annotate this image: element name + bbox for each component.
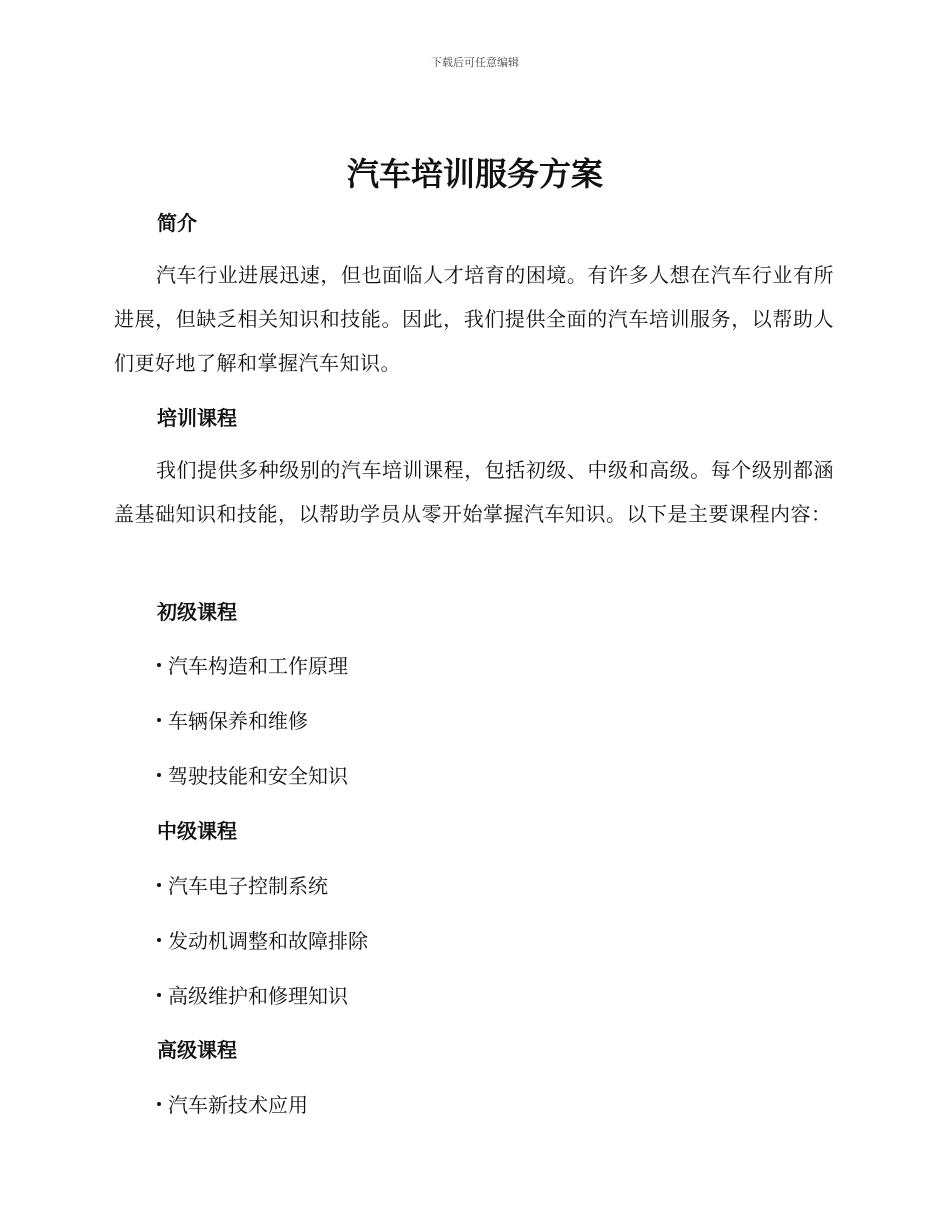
beginner-heading: 初级课程	[157, 600, 237, 624]
list-item-text: 汽车新技术应用	[168, 1093, 308, 1117]
bullet-dot-icon	[157, 938, 161, 942]
list-item-text: 发动机调整和故障排除	[168, 929, 368, 953]
courses-heading: 培训课程	[157, 406, 237, 430]
bullet-dot-icon	[157, 883, 161, 887]
document-title: 汽车培训服务方案	[346, 155, 603, 193]
bullet-dot-icon	[157, 663, 161, 667]
list-item	[157, 925, 368, 954]
list-item	[157, 870, 328, 899]
list-item-text: 汽车电子控制系统	[168, 874, 328, 898]
list-item	[157, 705, 308, 734]
intermediate-heading: 中级课程	[157, 819, 237, 843]
list-item-text: 汽车构造和工作原理	[168, 654, 348, 678]
bullet-dot-icon	[157, 773, 161, 777]
list-item-text: 高级维护和修理知识	[168, 984, 348, 1008]
bullet-dot-icon	[157, 993, 161, 997]
list-item-text: 驾驶技能和安全知识	[168, 764, 348, 788]
header-note: 下载后可任意编辑	[431, 56, 519, 69]
list-item	[157, 980, 348, 1009]
list-item-text: 车辆保养和维修	[168, 709, 308, 733]
courses-paragraph: 我们提供多种级别的汽车培训课程，包括初级、中级和高级。每个级别都涵盖基础知识和技能，以帮助学员从零开始掌握汽车知识。以下是主要课程内容：	[114, 458, 834, 526]
intro-heading: 简介	[157, 211, 197, 235]
bullet-dot-icon	[157, 718, 161, 722]
intro-paragraph: 汽车行业进展迅速，但也面临人才培育的困境。有许多人想在汽车行业有所进展，但缺乏相关知识和技能。因此，我们提供全面的汽车培训服务，以帮助人们更好地了解和掌握汽车知识。	[114, 263, 834, 375]
list-item	[157, 760, 348, 789]
list-item	[157, 1089, 308, 1118]
list-item	[157, 650, 348, 679]
bullet-dot-icon	[157, 1102, 161, 1106]
advanced-heading: 高级课程	[157, 1038, 237, 1062]
